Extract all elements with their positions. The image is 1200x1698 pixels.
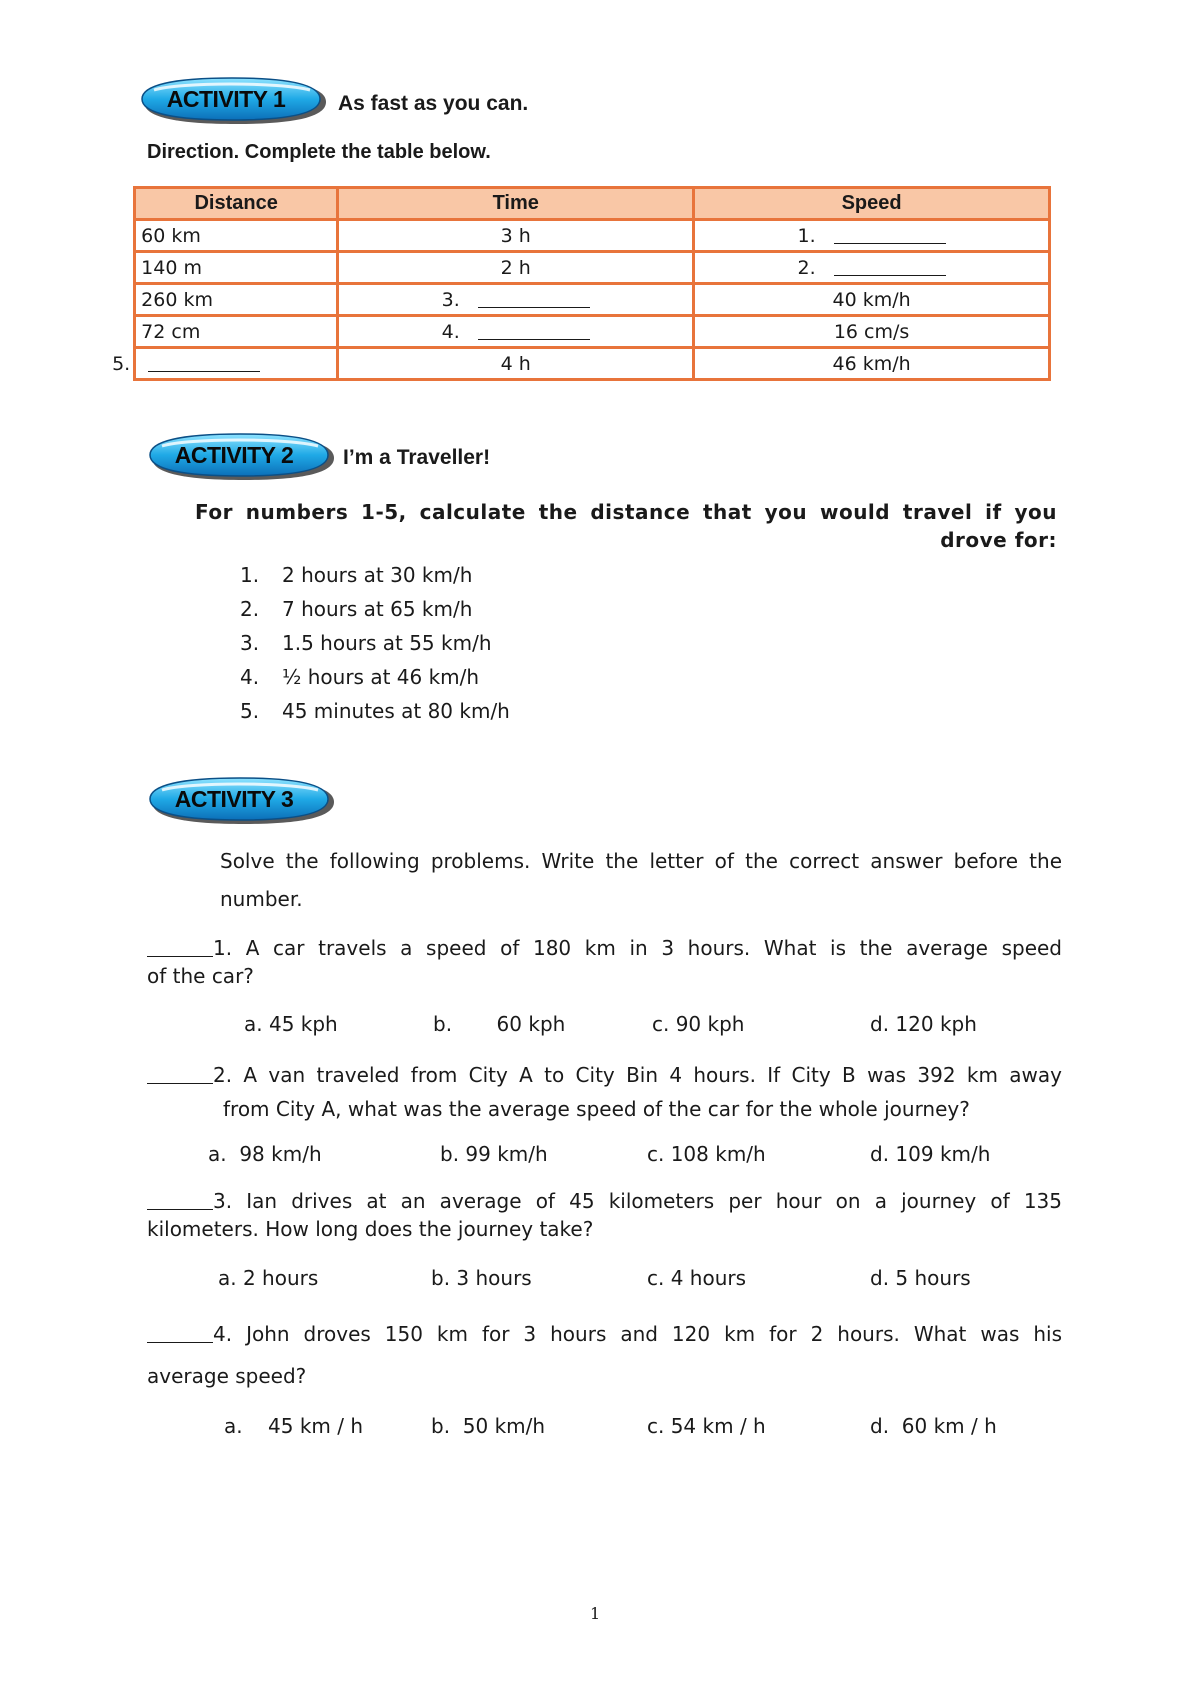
table-cell: 60 km xyxy=(135,220,338,252)
table-cell: 4. xyxy=(338,316,694,348)
header-distance: Distance xyxy=(135,188,338,220)
question-3: 3. Ian drives at an average of 45 kilometers per hour on a journey of 135 kilometers. How long does the journey take? xyxy=(147,1189,1062,1241)
list-item: 2. 7 hours at 65 km/h xyxy=(240,597,473,621)
option-a[interactable]: a. 98 km/h xyxy=(208,1142,322,1166)
speed-table xyxy=(112,186,1051,381)
list-item: 4. ½ hours at 46 km/h xyxy=(240,665,480,689)
option-c[interactable]: c. 4 hours xyxy=(647,1266,747,1290)
question-4: 4. John droves 150 km for 3 hours and 120 km for 2 hours. What was his average speed? xyxy=(147,1322,1063,1388)
badge-label: ACTIVITY 2 xyxy=(174,442,294,468)
table-cell: 3. xyxy=(338,284,694,316)
table-cell: 5. xyxy=(135,348,338,380)
list-item: 5. 45 minutes at 80 km/h xyxy=(240,699,510,723)
table-header-row xyxy=(135,188,1050,220)
table-cell: 2 h xyxy=(338,252,694,284)
list-item: 1. 2 hours at 30 km/h xyxy=(240,563,473,587)
answer-blank[interactable] xyxy=(148,353,260,372)
activity-1-badge xyxy=(140,76,332,128)
question-2: 2. A van traveled from City A to City Bin 4 hours. If City B was 392 km away from City A, what was the average speed of the car for the whole journey? xyxy=(147,1058,1062,1126)
option-d[interactable]: d. 120 kph xyxy=(870,1012,977,1036)
table-row xyxy=(135,220,1050,252)
activity-1-direction: Direction. Complete the table below. xyxy=(147,141,491,163)
table-cell: 2. xyxy=(694,252,1050,284)
option-c[interactable]: c. 90 kph xyxy=(652,1012,745,1036)
badge-label: ACTIVITY 3 xyxy=(174,786,294,812)
page-number: 1 xyxy=(590,1604,601,1623)
table-cell: 3 h xyxy=(338,220,694,252)
option-b[interactable]: b. 60 kph xyxy=(433,1012,566,1036)
answer-blank[interactable] xyxy=(147,1324,213,1343)
answer-blank[interactable] xyxy=(478,289,590,308)
answer-blank[interactable] xyxy=(834,225,946,244)
header-time: Time xyxy=(338,188,694,220)
table-cell: 140 m xyxy=(135,252,338,284)
option-a[interactable]: a. 2 hours xyxy=(218,1266,319,1290)
answer-blank[interactable] xyxy=(147,1191,213,1210)
option-a[interactable]: a. 45 km / h xyxy=(224,1414,364,1438)
travel-list xyxy=(240,558,510,728)
table-row xyxy=(135,316,1050,348)
table-cell: 260 km xyxy=(135,284,338,316)
list-item: 3. 1.5 hours at 55 km/h xyxy=(240,631,492,655)
table-row xyxy=(135,252,1050,284)
option-b[interactable]: b. 3 hours xyxy=(431,1266,532,1290)
option-d[interactable]: d. 5 hours xyxy=(870,1266,971,1290)
activity-1-title: As fast as you can. xyxy=(338,92,529,115)
activity-3-instructions: Solve the following problems. Write the letter of the correct answer before the number. xyxy=(220,849,1062,911)
table-cell: 40 km/h xyxy=(694,284,1050,316)
question-1: 1. A car travels a speed of 180 km in 3 hours. What is the average speed of the car? xyxy=(147,936,1062,988)
table-cell: 72 cm xyxy=(135,316,338,348)
option-c[interactable]: c. 108 km/h xyxy=(647,1142,766,1166)
table-row xyxy=(135,284,1050,316)
option-a[interactable]: a. 45 kph xyxy=(244,1012,338,1036)
table-cell: 16 cm/s xyxy=(694,316,1050,348)
option-c[interactable]: c. 54 km / h xyxy=(647,1414,766,1438)
header-speed: Speed xyxy=(694,188,1050,220)
activity-3-badge xyxy=(148,776,340,828)
option-d[interactable]: d. 60 km / h xyxy=(870,1414,997,1438)
answer-blank[interactable] xyxy=(834,257,946,276)
option-b[interactable]: b. 50 km/h xyxy=(431,1414,546,1438)
answer-blank[interactable] xyxy=(147,1065,213,1084)
badge-label: ACTIVITY 1 xyxy=(166,86,286,112)
table-cell: 46 km/h xyxy=(694,348,1050,380)
table-cell: 1. xyxy=(694,220,1050,252)
activity-2-title: I’m a Traveller! xyxy=(343,446,491,469)
option-b[interactable]: b. 99 km/h xyxy=(440,1142,548,1166)
activity-2-badge xyxy=(148,432,340,484)
activity-2-intro: For numbers 1-5, calculate the distance that you would travel if you drove for: xyxy=(195,500,1057,552)
answer-blank[interactable] xyxy=(147,938,213,957)
table-row xyxy=(135,348,1050,380)
table-cell: 4 h xyxy=(338,348,694,380)
answer-blank[interactable] xyxy=(478,321,590,340)
option-d[interactable]: d. 109 km/h xyxy=(870,1142,991,1166)
